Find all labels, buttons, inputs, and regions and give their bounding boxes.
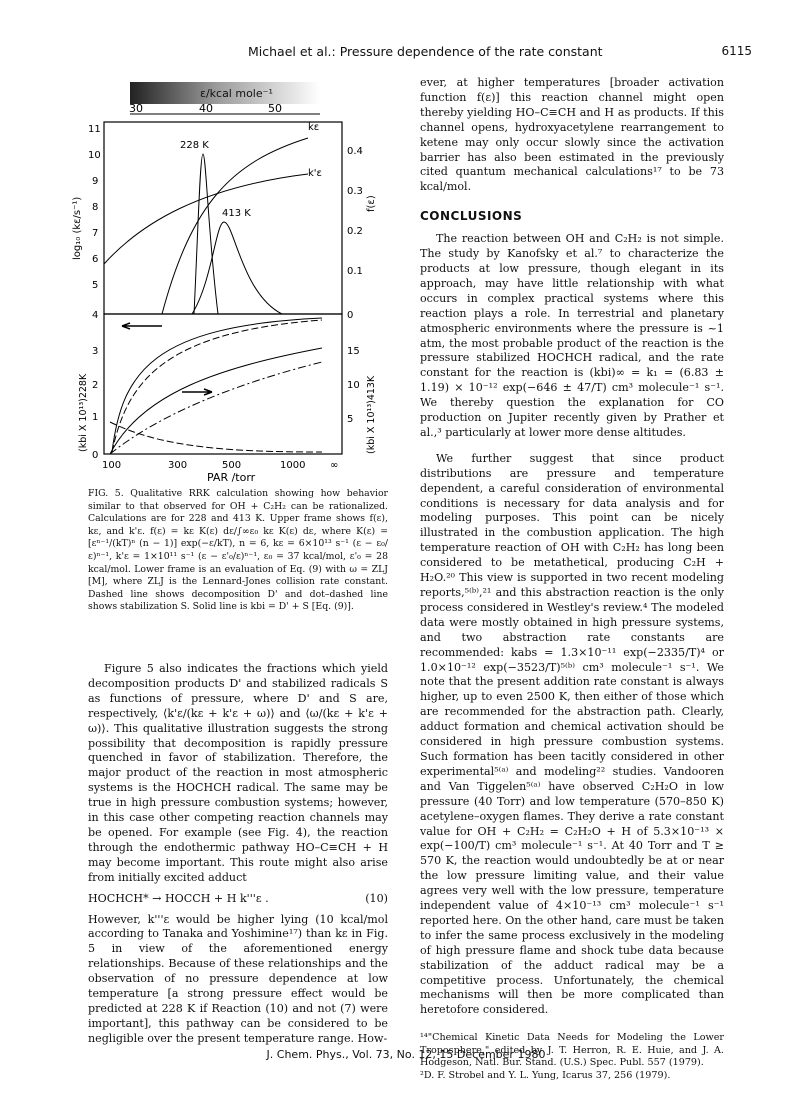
lower-right-ticks [347,346,360,425]
bottom-axis-label: PAR /torr [207,471,256,484]
svg-text:4: 4 [92,310,99,321]
top-tick-40: 40 [199,102,213,115]
lower-left-axis-label: (kbi X 10¹³)228K [78,373,89,452]
svg-text:3: 3 [92,346,99,357]
left-column-body [88,662,388,1047]
svg-text:∞: ∞ [330,460,339,471]
right-para-1: The reaction between OH and C₂H₂ is not simple. The study by Kanofsky et al.⁷ to characterize the products at low pressure, though elegant in its approach, may have little relationship with what occurs in complex practical systems where this reaction plays a role. In terrestrial and planetary atmospheric environments where the pressure is ~1 atm, the most probable product of the reaction is the pressure stabilized HOCHCH radical, and the rate constant for the reaction is (kbi)∞ = k₁ = (6.83 ± 1.19) × 10⁻¹² exp(−646 ± 47/T) cm³ molecule⁻¹ s⁻¹. We thereby question the explanation for CO production on Jupiter recently given by Prather et al.,³ particularly at lower more dense altitudes. [420,232,724,439]
svg-text:1: 1 [92,412,99,423]
label-ke-prime: k'ε [308,168,322,179]
figure-5 [72,82,382,484]
right-para-2: We further suggest that since product distributions are pressure and temperature dependent, a careful consideration of environmental conditions is necessary for data analysis and for modeling purposes. This point can be nicely illustrated in the combustion application. The high temperature reaction of OH with C₂H₂ has long been considered to be metathetical, producing C₂H + H₂O.²⁰ This view is supported in two recent modeling reports,⁵⁽ᵇ⁾,²¹ and this abstraction reaction is the only process considered in Westley's review.⁴ The modeled data were mostly obtained in high pressure systems, and two abstraction rate constants are recommended: kabs = 1.3×10⁻¹¹ exp(−2335/T)⁴ or 1.0×10⁻¹² exp(−3523/T)⁵⁽ᵇ⁾ cm³ molecule⁻¹ s⁻¹. We note that the present addition rate constant is always higher, up to even 2500 K, then either of those which are recommended for the abstraction path. Clearly, adduct formation and chemical activation should be considered in high pressure combustion systems. Such formation has been tacitly considered in other experimental⁵⁽ᵃ⁾ and modeling²² studies. Vandooren and Van Tiggelen⁵⁽ᵃ⁾ have observed C₂H₂O in low pressure (40 Torr) and low temperature (570–850 K) acetylene–oxygen flames. They derive a rate constant value for OH + C₂H₂ = C₂H₂O + H of 5.3×10⁻¹³ × exp(−100/T) cm³ molecule⁻¹ s⁻¹. At 40 Torr and T ≥ 570 K, the reaction would undoubtedly be at or near the low pressure limiting value, and their value agrees very well with the low pressure, temperature independent value of 4×10⁻¹³ cm³ molecule⁻¹ s⁻¹ reported here. On the other hand, care must be taken to infer the same process exclusively in the modeling of high pressure flame and shock tube data because stabilization of the adduct radical may be a competitive process. Unfortunately, the chemical mechanisms will then be more complicated than heretofore considered. [420,451,724,1017]
footnote-14: ¹⁴"Chemical Kinetic Data Needs for Modeling the Lower Troposphere," edited by J. T. Herron, R. E. Huie, and J. A. Hodgeson, Natl. Bur. Stand. (U.S.) Spec. Publ. 557 (1979). [420,1032,724,1069]
figure-caption: FIG. 5. Qualitative RRK calculation showing how behavior similar to that observed for OH + C₂H₂ can be rationalized. Calculations are for 228 and 413 K. Upper frame shows f(ε), kε, and k'ε. f(ε) = kε K(ε) dε/∫∞ε₀ kε K(ε) dε, where K(ε) = [εⁿ⁻¹/(kT)ⁿ (n − 1)] exp(−ε/kT), n = 6, kε = 6×10¹³ s⁻¹ (ε − ε₀/ε)ⁿ⁻¹, k'ε = 1×10¹¹ s⁻¹ (ε − ε'₀/ε)ⁿ⁻¹, ε₀ = 37 kcal/mol, ε'₀ = 28 kcal/mol. Lower frame is an evaluation of Eq. (9) with ω = ZLJ [M], where ZLJ is the Lennard-Jones collision rate constant. Dashed line shows decomposition D' and dot–dashed line shows stabilization S. Solid line is kbi = D' + S [Eq. (9)]. [88,488,388,613]
svg-text:15: 15 [347,346,360,357]
curve-d-413 [110,422,322,452]
svg-text:10: 10 [88,150,101,161]
curve-f-228 [194,154,218,314]
upper-right-axis-label: f(ε) [366,195,377,212]
svg-text:2: 2 [92,380,99,391]
svg-text:0.4: 0.4 [347,146,363,157]
header-title: Michael et al.: Pressure dependence of the rate constant [248,44,603,59]
svg-text:300: 300 [168,460,188,471]
svg-text:7: 7 [92,228,99,239]
journal-footer: J. Chem. Phys., Vol. 73, No. 12, 15 December 1980 [266,1048,546,1061]
svg-text:5: 5 [92,280,99,291]
svg-text:9: 9 [92,176,99,187]
upper-left-axis-label: log₁₀ (kε/s⁻¹) [72,196,83,260]
upper-left-ticks [88,124,101,321]
upper-right-ticks [347,146,363,321]
svg-text:0.2: 0.2 [347,226,363,237]
svg-text:0: 0 [92,450,99,461]
label-413K: 413 K [222,208,251,219]
svg-text:5: 5 [347,414,354,425]
section-heading: CONCLUSIONS [420,209,523,224]
svg-text:0.1: 0.1 [347,266,363,277]
page-number: 6115 [721,44,752,58]
lower-left-ticks [92,346,98,461]
svg-text:100: 100 [102,460,122,471]
footnote-2: ²D. F. Strobel and Y. L. Yung, Icarus 37, 256 (1979). [420,1069,671,1081]
top-tick-30: 30 [129,102,143,115]
svg-text:6: 6 [92,254,99,265]
left-para-1: Figure 5 also indicates the fractions which yield decomposition products D' and stabilized radicals S as functions of pressure, where D' and S are, respectively, ⟨k'ε/(kε + k'ε + ω)⟩ and ⟨ω/(kε + k'ε + ω)⟩. This qualitative illustration suggests the strong possibility that decomposition is rapidly pressure quenched in favor of stabilization. Therefore, the major product of the reaction in most atmospheric systems is the HOCHCH radical. The same may be true in high pressure combustion systems; however, in this case other competing reaction channels may be opened. For example (see Fig. 4), the reaction through the endothermic pathway HO–C≡CH + H may become important. This route might also arise from initially excited adduct [88,662,388,884]
curve-ke [162,138,308,314]
curve-f-413 [192,222,282,314]
equation-number: (10) [365,891,388,905]
label-ke: kε [308,122,320,133]
bottom-ticks [102,460,338,471]
svg-text:500: 500 [222,460,242,471]
right-column-body [420,76,724,1082]
top-tick-50: 50 [268,102,282,115]
curve-ke-prime [104,174,308,264]
svg-text:0.3: 0.3 [347,186,363,197]
arrow-left [122,323,162,329]
svg-text:10: 10 [347,380,360,391]
left-para-2: However, k'''ε would be higher lying (10 kcal/mol according to Tanaka and Yoshimine¹⁷) than kε in Fig. 5 in view of the aforementioned energy relationships. Because of these relationships and the observation of no pressure dependence at low temperature [a strong pressure effect would be predicted at 228 K if Reaction (10) and not (7) were important], this pathway can be considered to be negligible over the present temperature range. How- [88,912,388,1045]
svg-text:11: 11 [88,124,101,135]
label-228K: 228 K [180,140,209,151]
svg-text:0: 0 [347,310,354,321]
equation-text: HOCHCH* → HOCCH + H k'''ε . [88,891,269,905]
arrow-right [182,389,212,395]
curve-s-413 [110,362,322,454]
svg-text:8: 8 [92,202,99,213]
running-header [0,44,812,64]
curve-d-228 [112,320,322,452]
svg-text:1000: 1000 [280,460,306,471]
equation-10 [88,892,388,907]
right-para-0: ever, at higher temperatures [broader activation function f(ε)] this reaction channel might open thereby yielding HO–C≡CH and H as products. If this channel opens, hydroxyacetylene rearrangement to ketene may only occur slowly since the activation barrier has also been estimated in the previously cited quantum mechanical calculations¹⁷ to be 73 kcal/mol. [420,76,724,194]
lower-right-axis-label: (kbi X 10¹³)413K [366,375,377,454]
top-axis-label: ε/kcal mole⁻¹ [200,87,273,100]
curve-kbi-413 [110,348,322,454]
